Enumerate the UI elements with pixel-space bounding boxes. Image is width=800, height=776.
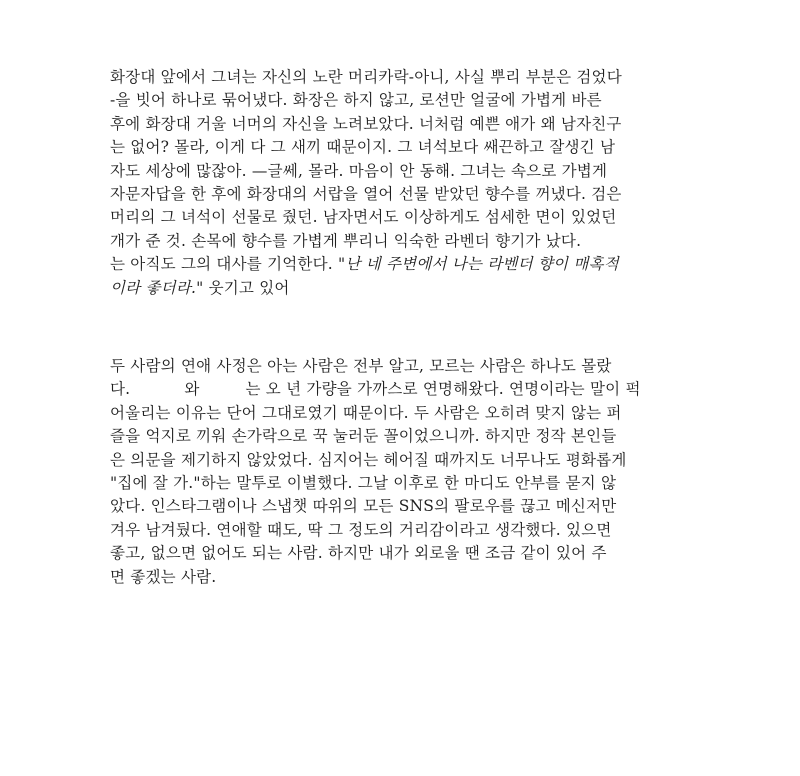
paragraph-2-line: 겨우 남겨뒀다. 연애할 때도, 딱 그 정도의 거리감이라고 생각했다. 있으면: [110, 520, 612, 539]
paragraph-1: [110, 66, 700, 300]
dialogue-quote: "난 네 주변에서 나는 라벤더 향이 매혹적: [338, 255, 619, 274]
paragraph-1-line: 머리의 그 녀석이 선물로 줬던. 남자면서도 이상하게도 섬세한 면이 있었던: [110, 208, 617, 227]
dialogue-intro-text: 는 아직도 그의 대사를 기억한다.: [110, 255, 339, 274]
paragraph-2-line: 두 사람의 연애 사정은 아는 사람은 전부 알고, 모르는 사람은 하나도 몰랐: [110, 357, 612, 375]
dialogue-quote: 이라 좋더라.": [110, 278, 204, 297]
paragraph-1-line: [110, 277, 700, 300]
paragraph-2-line: [110, 378, 700, 401]
paragraph-2-text: 는 오 년 가량을 가까스로 연명해왔다. 연명이라는 말이 퍽: [245, 380, 641, 399]
paragraph-2-line: "집에 잘 가."하는 말투로 이별했다. 그날 이후로 한 마디도 안부를 묻지 않: [110, 473, 617, 492]
paragraph-2-text: 다.: [110, 380, 131, 399]
paragraph-2-text: 와: [184, 380, 200, 399]
paragraph-1-line: 개가 준 것. 손목에 향수를 가볍게 뿌리니 익숙한 라벤더 향기가 났다.: [110, 231, 582, 250]
paragraph-1-line: 화장대 앞에서 그녀는 자신의 노란 머리카락-아니, 사실 뿌리 부분은 검었다: [110, 68, 622, 86]
paragraph-2-line: 즐을 억지로 끼워 손가락으로 꾹 눌러둔 꼴이었으니까. 하지만 정작 본인들: [110, 427, 617, 446]
paragraph-2-line: 은 의문을 제기하지 않았었다. 심지어는 헤어질 때까지도 너무나도 평화롭게: [110, 450, 627, 469]
paragraph-1-line: [110, 253, 700, 276]
paragraph-2-line: 면 좋겠는 사람.: [110, 567, 217, 586]
paragraph-1-line: 자문자답을 한 후에 화장대의 서랍을 열어 선물 받았던 향수를 꺼냈다. 검은: [110, 184, 622, 203]
paragraph-1-line: 자도 세상에 많잖아. —글쎄, 몰라. 마음이 안 동해. 그녀는 속으로 가볍게: [110, 161, 608, 180]
paragraph-2: [110, 355, 700, 589]
paragraph-2-line: 어울리는 이유는 단어 그대로였기 때문이다. 두 사람은 오히려 맞지 않는 퍼: [110, 403, 622, 422]
paragraph-1-line: 는 없어? 몰라, 이게 다 그 새끼 때문이지. 그 녀석보다 쌔끈하고 잘생긴 남: [110, 138, 616, 157]
dialogue-outro-text: 웃기고 있어: [203, 278, 290, 297]
paragraph-1-line: -을 빗어 하나로 묶어냈다. 화장은 하지 않고, 로션만 얼굴에 가볍게 바른: [110, 91, 602, 110]
paragraph-1-line: 후에 화장대 거울 너머의 자신을 노려보았다. 너처럼 예쁜 애가 왜 남자친구: [110, 114, 622, 133]
paragraph-2-line: 았다. 인스타그램이나 스냅챗 따위의 모든 SNS의 팔로우를 끊고 메신저만: [110, 497, 617, 516]
paragraph-2-line: 좋고, 없으면 없어도 되는 사람. 하지만 내가 외로울 땐 조금 같이 있어 주: [110, 544, 607, 563]
